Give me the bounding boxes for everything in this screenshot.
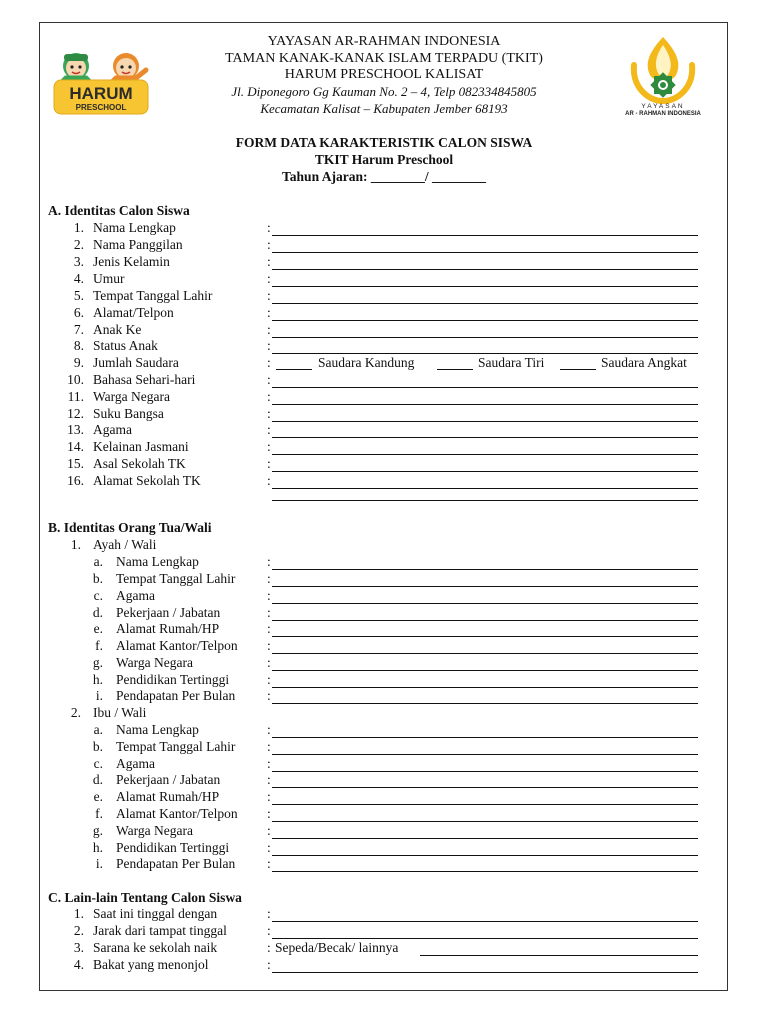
field-colon: : xyxy=(267,271,271,286)
fill-in-line[interactable] xyxy=(272,500,698,501)
field-label: Nama Lengkap xyxy=(116,722,199,737)
field-colon: : xyxy=(267,220,271,235)
logo-caption-yayasan: YAYASAN xyxy=(641,103,685,110)
siblings-kandung-blank[interactable] xyxy=(276,357,312,370)
item-number: f. xyxy=(95,638,103,653)
field-label: Suku Bangsa xyxy=(93,406,164,421)
item-number: 14. xyxy=(67,439,84,454)
field-colon: : xyxy=(267,456,271,471)
fill-in-line[interactable] xyxy=(272,437,698,438)
form-title: FORM DATA KARAKTERISTIK CALON SISWA xyxy=(235,135,533,150)
fill-in-line[interactable] xyxy=(420,955,698,956)
field-colon: : xyxy=(267,621,271,636)
field-colon: : xyxy=(267,856,271,871)
item-number: 5. xyxy=(73,288,84,303)
field-label: Asal Sekolah TK xyxy=(93,456,186,471)
item-number: 11. xyxy=(67,389,84,404)
field-colon: : xyxy=(267,840,271,855)
field-colon: : xyxy=(267,906,271,921)
fill-in-line[interactable] xyxy=(272,569,698,570)
field-colon: : xyxy=(267,957,271,972)
item-number: 15. xyxy=(67,456,84,471)
section-a-title: A. Identitas Calon Siswa xyxy=(48,203,190,218)
mother-title: Ibu / Wali xyxy=(93,705,147,720)
field-label: Alamat Kantor/Telpon xyxy=(116,806,238,821)
preschool-logo-word: PRESCHOOL xyxy=(75,103,127,112)
item-number: b. xyxy=(92,739,103,754)
field-label: Status Anak xyxy=(93,338,158,353)
field-label: Saat ini tinggal dengan xyxy=(93,906,218,921)
field-colon: : xyxy=(267,940,271,955)
field-label: Tempat Tanggal Lahir xyxy=(93,288,213,303)
field-label: Agama xyxy=(116,756,155,771)
field-label: Tempat Tanggal Lahir xyxy=(116,571,236,586)
field-label: Bahasa Sehari-hari xyxy=(93,372,196,387)
field-colon: : xyxy=(267,422,271,437)
father-title: Ayah / Wali xyxy=(93,537,157,552)
field-label: Nama Panggilan xyxy=(93,237,183,252)
field-label: Warga Negara xyxy=(93,389,170,404)
field-label: Kelainan Jasmani xyxy=(93,439,189,454)
field-colon: : xyxy=(267,554,271,569)
siblings-kandung-label: Saudara Kandung xyxy=(318,355,415,370)
fill-in-line[interactable] xyxy=(272,488,698,489)
field-label: Jenis Kelamin xyxy=(93,254,170,269)
fill-in-line[interactable] xyxy=(272,670,698,671)
item-number: e. xyxy=(93,789,103,804)
field-colon: : xyxy=(267,571,271,586)
fill-in-line[interactable] xyxy=(272,454,698,455)
field-colon: : xyxy=(267,672,271,687)
item-number: g. xyxy=(92,655,103,670)
fill-in-line[interactable] xyxy=(272,771,698,772)
item-number: 16. xyxy=(67,473,84,488)
field-label: Jarak dari tampat tinggal xyxy=(93,923,227,938)
item-number: c. xyxy=(93,588,103,603)
fill-in-line[interactable] xyxy=(272,421,698,422)
item-number: a. xyxy=(93,554,103,569)
field-colon: : xyxy=(267,254,271,269)
item-number: 1. xyxy=(73,906,84,921)
field-colon: : xyxy=(267,338,271,353)
fill-in-line[interactable] xyxy=(272,404,698,405)
transport-options-text: Sepeda/Becak/ lainnya xyxy=(275,940,399,955)
field-label: Bakat yang menonjol xyxy=(93,957,209,972)
field-colon: : xyxy=(267,605,271,620)
item-number: h. xyxy=(92,672,103,687)
field-colon: : xyxy=(267,789,271,804)
field-label: Alamat Sekolah TK xyxy=(93,473,201,488)
fill-in-line[interactable] xyxy=(272,353,698,354)
item-number: 12. xyxy=(67,406,84,421)
field-colon: : xyxy=(267,355,271,370)
fill-in-line[interactable] xyxy=(272,252,698,253)
field-label: Pendidikan Tertinggi xyxy=(116,840,230,855)
field-colon: : xyxy=(267,923,271,938)
fill-in-line[interactable] xyxy=(272,636,698,637)
field-colon: : xyxy=(267,722,271,737)
field-label: Warga Negara xyxy=(116,823,193,838)
field-label: Pendapatan Per Bulan xyxy=(116,688,236,703)
item-number: d. xyxy=(92,772,103,787)
field-colon: : xyxy=(267,237,271,252)
field-colon: : xyxy=(267,772,271,787)
item-number: 3. xyxy=(73,940,84,955)
fill-in-line[interactable] xyxy=(272,586,698,587)
field-label: Pendapatan Per Bulan xyxy=(116,856,236,871)
field-colon: : xyxy=(267,288,271,303)
field-label: Alamat Rumah/HP xyxy=(116,789,220,804)
field-colon: : xyxy=(267,372,271,387)
field-colon: : xyxy=(267,638,271,653)
siblings-tiri-label: Saudara Tiri xyxy=(478,355,545,370)
header-address: Jl. Diponegoro Gg Kauman No. 2 – 4, Telp 082334845805 xyxy=(231,84,537,99)
fill-in-line[interactable] xyxy=(272,603,698,604)
logo-caption-ar-rahman: AR - RAHMAN INDONESIA xyxy=(625,111,701,117)
field-colon: : xyxy=(267,688,271,703)
fill-in-line[interactable] xyxy=(272,737,698,738)
item-number: 9. xyxy=(73,355,84,370)
item-number: i. xyxy=(95,856,103,871)
siblings-angkat-label: Saudara Angkat xyxy=(601,355,687,370)
item-number: g. xyxy=(92,823,103,838)
field-label: Alamat/Telpon xyxy=(93,305,174,320)
field-label: Warga Negara xyxy=(116,655,193,670)
father-number: 1. xyxy=(70,537,81,552)
section-b-title: B. Identitas Orang Tua/Wali xyxy=(48,520,212,535)
fill-in-line[interactable] xyxy=(272,653,698,654)
header-school-full: TAMAN KANAK-KANAK ISLAM TERPADU (TKIT) xyxy=(225,51,543,66)
fill-in-line[interactable] xyxy=(272,804,698,805)
field-label: Agama xyxy=(93,422,132,437)
fill-in-line[interactable] xyxy=(272,871,698,872)
item-number: a. xyxy=(93,722,103,737)
field-colon: : xyxy=(267,739,271,754)
siblings-tiri-blank[interactable] xyxy=(437,357,473,370)
form-academic-year: Tahun Ajaran: ________/ ________ xyxy=(282,169,486,184)
item-number: d. xyxy=(92,605,103,620)
field-colon: : xyxy=(267,655,271,670)
fill-in-line[interactable] xyxy=(272,269,698,270)
fill-in-line[interactable] xyxy=(272,921,698,922)
item-number: 1. xyxy=(73,220,84,235)
siblings-angkat-blank[interactable] xyxy=(560,357,596,370)
field-colon: : xyxy=(267,756,271,771)
mother-number: 2. xyxy=(70,705,81,720)
form-subtitle: TKIT Harum Preschool xyxy=(314,152,454,167)
item-number: e. xyxy=(93,621,103,636)
field-label: Sarana ke sekolah naik xyxy=(93,940,218,955)
field-label: Jumlah Saudara xyxy=(93,355,179,370)
fill-in-line[interactable] xyxy=(272,855,698,856)
item-number: 13. xyxy=(67,422,84,437)
fill-in-line[interactable] xyxy=(272,703,698,704)
field-label: Pekerjaan / Jabatan xyxy=(116,605,221,620)
header-org: YAYASAN AR-RAHMAN INDONESIA xyxy=(267,34,501,49)
fill-in-line[interactable] xyxy=(272,387,698,388)
item-number: h. xyxy=(92,840,103,855)
header-district: Kecamatan Kalisat – Kabupaten Jember 68193 xyxy=(260,101,508,116)
item-number: 2. xyxy=(73,923,84,938)
item-number: 6. xyxy=(73,305,84,320)
field-label: Tempat Tanggal Lahir xyxy=(116,739,236,754)
fill-in-line[interactable] xyxy=(272,320,698,321)
field-label: Alamat Kantor/Telpon xyxy=(116,638,238,653)
fill-in-line[interactable] xyxy=(272,972,698,973)
fill-in-line[interactable] xyxy=(272,337,698,338)
item-number: 8. xyxy=(73,338,84,353)
field-colon: : xyxy=(267,322,271,337)
field-colon: : xyxy=(267,305,271,320)
field-label: Alamat Rumah/HP xyxy=(116,621,220,636)
fill-in-line[interactable] xyxy=(272,838,698,839)
header-school-name: HARUM PRESCHOOL KALISAT xyxy=(284,67,484,82)
field-label: Nama Lengkap xyxy=(116,554,199,569)
field-label: Pendidikan Tertinggi xyxy=(116,672,230,687)
field-colon: : xyxy=(267,389,271,404)
field-colon: : xyxy=(267,823,271,838)
field-colon: : xyxy=(267,588,271,603)
fill-in-line[interactable] xyxy=(272,821,698,822)
field-label: Nama Lengkap xyxy=(93,220,176,235)
item-number: 4. xyxy=(73,271,84,286)
item-number: b. xyxy=(92,571,103,586)
field-label: Anak Ke xyxy=(93,322,142,337)
item-number: 3. xyxy=(73,254,84,269)
field-colon: : xyxy=(267,473,271,488)
field-colon: : xyxy=(267,806,271,821)
field-label: Umur xyxy=(93,271,125,286)
fill-in-line[interactable] xyxy=(272,286,698,287)
fill-in-line[interactable] xyxy=(272,235,698,236)
field-label: Pekerjaan / Jabatan xyxy=(116,772,221,787)
item-number: 4. xyxy=(73,957,84,972)
fill-in-line[interactable] xyxy=(272,687,698,688)
fill-in-line[interactable] xyxy=(272,620,698,621)
field-colon: : xyxy=(267,406,271,421)
item-number: c. xyxy=(93,756,103,771)
fill-in-line[interactable] xyxy=(272,938,698,939)
fill-in-line[interactable] xyxy=(272,303,698,304)
harum-logo-word: HARUM xyxy=(69,84,133,103)
item-number: 7. xyxy=(73,322,84,337)
field-label: Agama xyxy=(116,588,155,603)
item-number: f. xyxy=(95,806,103,821)
section-c-title: C. Lain-lain Tentang Calon Siswa xyxy=(48,890,242,905)
item-number: 10. xyxy=(67,372,84,387)
fill-in-line[interactable] xyxy=(272,471,698,472)
item-number: 2. xyxy=(73,237,84,252)
fill-in-line[interactable] xyxy=(272,754,698,755)
item-number: i. xyxy=(95,688,103,703)
fill-in-line[interactable] xyxy=(272,787,698,788)
field-colon: : xyxy=(267,439,271,454)
